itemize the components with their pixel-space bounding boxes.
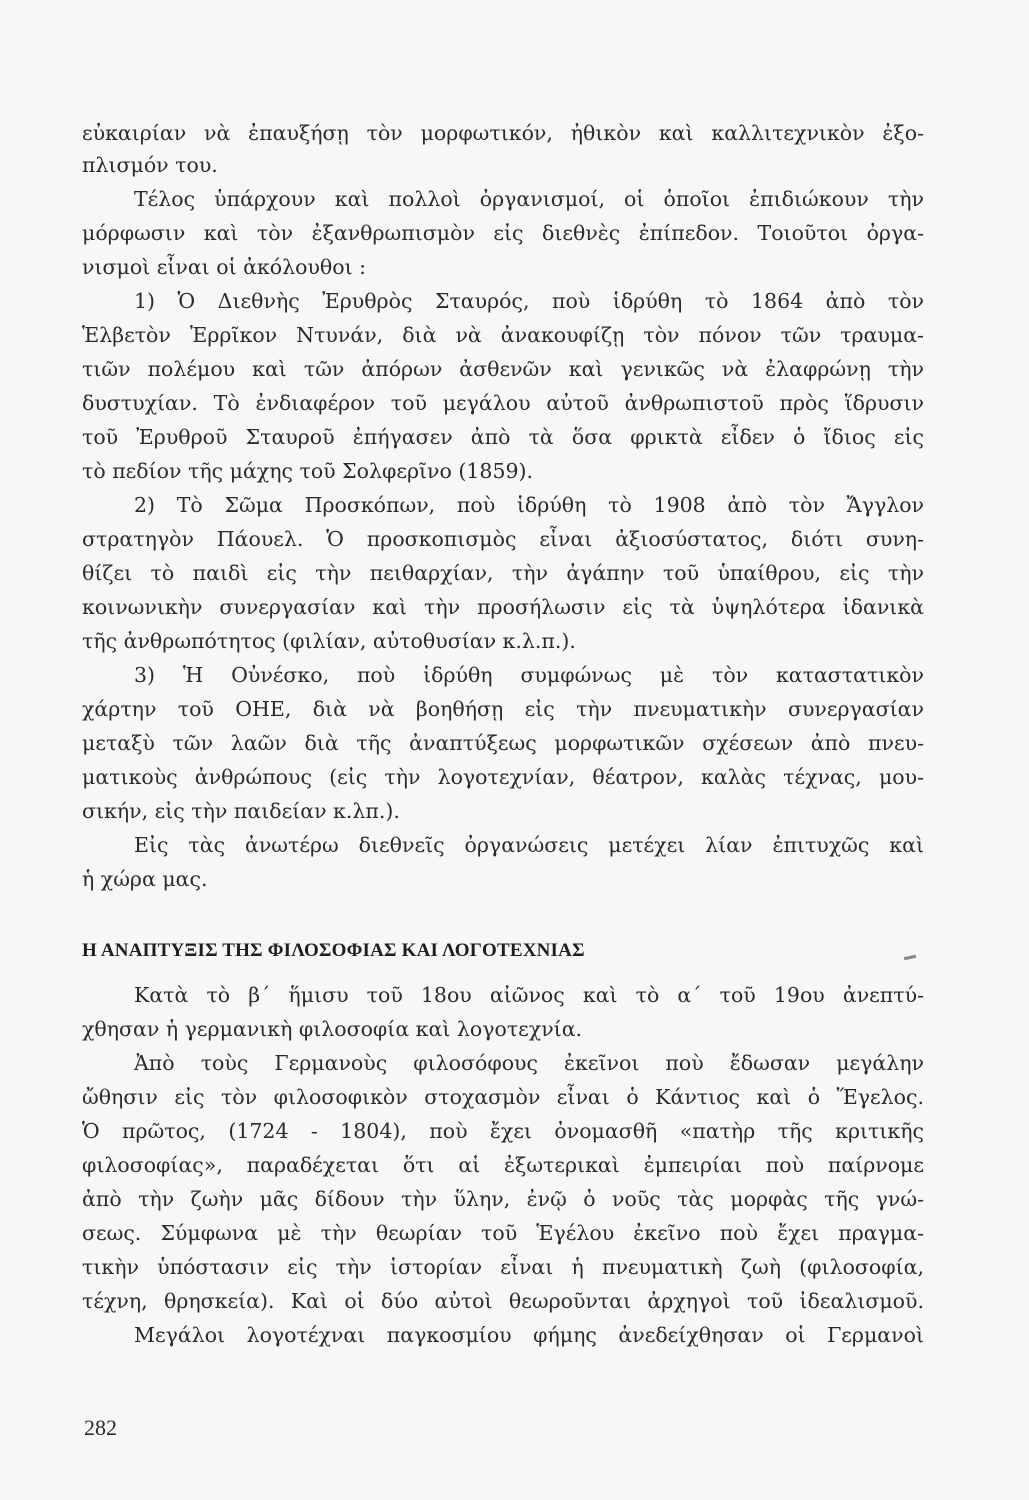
text-line: νισμοὶ εἶναι οἱ ἀκόλουθοι : — [82, 255, 367, 279]
text-line: ματικοὺς ἀνθρώπους (εἰς τὴν λογοτεχνίαν, θέατρον, καλὰς τέχνας, μου- — [82, 765, 924, 789]
text-line: τὸ πεδίον τῆς μάχης τοῦ Σολφερῖνο (1859). — [82, 459, 534, 483]
text-line: Μεγάλοι λογοτέχναι παγκοσμίου φήμης ἀνεδείχθησαν οἱ Γερμανοὶ — [134, 1323, 924, 1347]
text-line: ὤθησιν εἰς τὸν φιλοσοφικὸν στοχασμὸν εἶναι ὁ Κάντιος καὶ ὁ Ἕγελος. — [82, 1085, 924, 1109]
text-line: 2) Τὸ Σῶμα Προσκόπων, ποὺ ἱδρύθη τὸ 1908 ἀπὸ τὸν Ἄγγλον — [134, 493, 924, 517]
text-line: εὐκαιρίαν νὰ ἐπαυξήσῃ τὸν μορφωτικόν, ἠθικὸν καὶ καλλιτεχνικὸν ἐξο- — [82, 121, 924, 145]
text-line: σεως. Σύμφωνα μὲ τὴν θεωρίαν τοῦ Ἑγέλου ἐκεῖνο ποὺ ἔχει πραγμα- — [82, 1221, 924, 1245]
text-line: ἡ χώρα μας. — [82, 867, 208, 891]
text-line: Κατὰ τὸ β΄ ἥμισυ τοῦ 18ου αἰῶνος καὶ τὸ α΄ τοῦ 19ου ἀνεπτύ- — [134, 983, 924, 1007]
text-line: Ἑλβετὸν Ἐρρῖκον Ντυνάν, διὰ νὰ ἀνακουφίζῃ τὸν πόνον τῶν τραυμα- — [82, 323, 924, 347]
margin-mark — [904, 955, 916, 960]
page-number: 282 — [84, 1415, 117, 1440]
text-line: τοῦ Ἐρυθροῦ Σταυροῦ ἐπήγασεν ἀπὸ τὰ ὅσα φρικτὰ εἶδεν ὁ ἴδιος εἰς — [82, 425, 924, 449]
text-line: Τέλος ὑπάρχουν καὶ πολλοὶ ὀργανισμοί, οἱ ὁποῖοι ἐπιδιώκουν τὴν — [134, 187, 924, 211]
text-line: μόρφωσιν καὶ τὸν ἐξανθρωπισμὸν εἰς διεθνὲς ἐπίπεδον. Τοιοῦτοι ὀργα- — [82, 221, 924, 245]
text-line: σικήν, εἰς τὴν παιδείαν κ.λπ.). — [82, 799, 400, 823]
text-line: χθησαν ἡ γερμανικὴ φιλοσοφία καὶ λογοτεχνία. — [82, 1017, 583, 1041]
text-line: τικὴν ὑπόστασιν εἰς τὴν ἱστορίαν εἶναι ἡ πνευματικὴ ζωὴ (φιλοσοφία, — [82, 1255, 924, 1279]
text-line: τιῶν πολέμου καὶ τῶν ἀπόρων ἀσθενῶν καὶ γενικῶς νὰ ἐλαφρώνῃ τὴν — [82, 357, 924, 381]
text-line: χάρτην τοῦ ΟΗΕ, διὰ νὰ βοηθήσῃ εἰς τὴν πνευματικὴν συνεργασίαν — [82, 697, 924, 721]
text-line: Εἰς τὰς ἀνωτέρω διεθνεῖς ὀργανώσεις μετέχει λίαν ἐπιτυχῶς καὶ — [134, 833, 924, 857]
text-line: 1) Ὁ Διεθνὴς Ἐρυθρὸς Σταυρός, ποὺ ἱδρύθη τὸ 1864 ἀπὸ τὸν — [134, 289, 924, 313]
text-line: ἀπὸ τὴν ζωὴν μᾶς δίδουν τὴν ὕλην, ἐνῷ ὁ νοῦς τὰς μορφὰς τῆς γνώ- — [82, 1187, 924, 1211]
text-line: στρατηγὸν Πάουελ. Ὁ προσκοπισμὸς εἶναι ἀξιοσύστατος, διότι συνη- — [82, 527, 924, 551]
text-line: Ἀπὸ τοὺς Γερμανοὺς φιλοσόφους ἐκεῖνοι ποὺ ἔδωσαν μεγάλην — [134, 1051, 924, 1075]
text-line: 3) Ἡ Οὐνέσκο, ποὺ ἱδρύθη συμφώνως μὲ τὸν καταστατικὸν — [134, 663, 924, 687]
section-heading: Η ΑΝΑΠΤΥΞΙΣ ΤΗΣ ΦΙΛΟΣΟΦΙΑΣ ΚΑΙ ΛΟΓΟΤΕΧΝΙΑΣ — [82, 940, 585, 961]
text-line: μεταξὺ τῶν λαῶν διὰ τῆς ἀναπτύξεως μορφωτικῶν σχέσεων ἀπὸ πνευ- — [82, 731, 924, 755]
text-line: τέχνη, θρησκεία). Καὶ οἱ δύο αὐτοὶ θεωροῦνται ἀρχηγοὶ τοῦ ἰδεαλισμοῦ. — [82, 1289, 924, 1313]
text-line: θίζει τὸ παιδὶ εἰς τὴν πειθαρχίαν, τὴν ἀγάπην τοῦ ὑπαίθρου, εἰς τὴν — [82, 561, 924, 585]
text-line: δυστυχίαν. Τὸ ἐνδιαφέρον τοῦ μεγάλου αὐτοῦ ἀνθρωπιστοῦ πρὸς ἵδρυσιν — [82, 391, 924, 415]
text-line: πλισμόν του. — [82, 153, 218, 177]
text-line: τῆς ἀνθρωπότητος (φιλίαν, αὐτοθυσίαν κ.λ.π.). — [82, 629, 576, 653]
text-line: φιλοσοφίας», παραδέχεται ὅτι αἱ ἐξωτερικαὶ ἐμπειρίαι ποὺ παίρνομε — [82, 1153, 924, 1177]
text-line: κοινωνικὴν συνεργασίαν καὶ τὴν προσήλωσιν εἰς τὰ ὑψηλότερα ἰδανικὰ — [82, 595, 924, 619]
text-line: Ὁ πρῶτος, (1724 - 1804), ποὺ ἔχει ὀνομασθῆ «πατὴρ τῆς κριτικῆς — [82, 1119, 924, 1143]
